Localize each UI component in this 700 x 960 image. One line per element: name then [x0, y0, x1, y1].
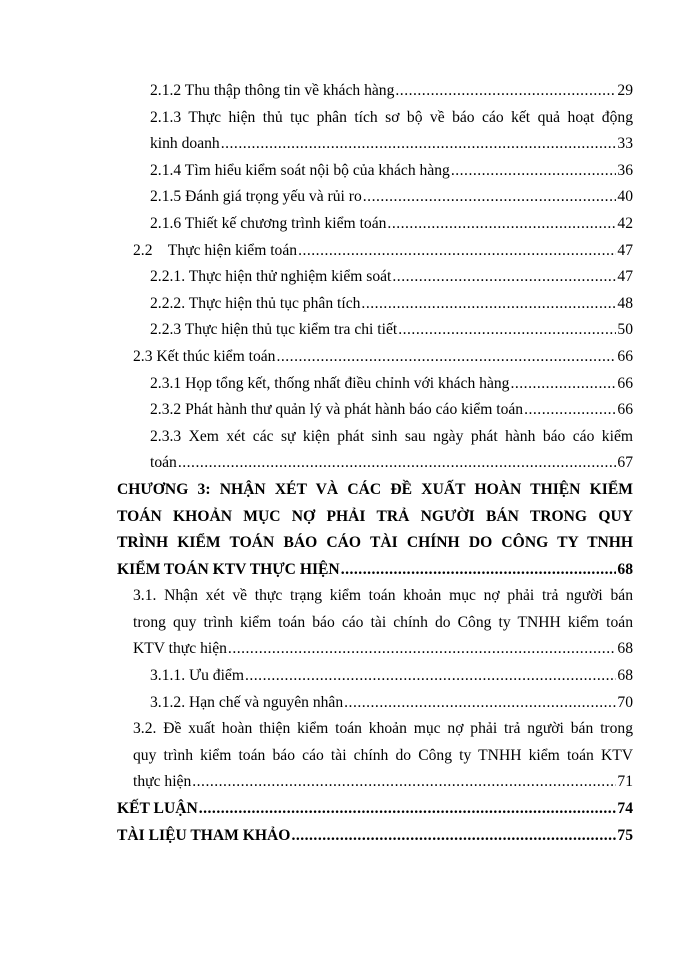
- toc-entry-title: 2.3 Kết thúc kiểm toán: [133, 347, 276, 365]
- toc-entry[interactable]: [0, 424, 700, 477]
- dot-leader: [510, 371, 616, 398]
- dot-leader: [344, 690, 616, 717]
- toc-entry[interactable]: [0, 690, 700, 717]
- toc-entry-leader-line: [150, 317, 633, 344]
- toc-entry-title: 2.3.1 Họp tổng kết, thống nhất điều chỉnh với khách hàng: [150, 374, 510, 392]
- toc-page-number: 47: [617, 268, 633, 286]
- dot-leader: [276, 344, 616, 371]
- toc-entry-leader-line: [133, 238, 633, 265]
- toc-page-number: 66: [617, 347, 633, 365]
- toc-entry[interactable]: [0, 105, 700, 158]
- toc-entry-text-line: 3.2. Đề xuất hoàn thiện kiểm toán khoản mục nợ phải trả người bán trong: [133, 720, 633, 738]
- toc-entry-title: 3.1.1. Ưu điểm: [150, 667, 244, 685]
- toc-entry-text-line: TOÁN KHOẢN MỤC NỢ PHẢI TRẢ NGƯỜI BÁN TRONG QUY: [117, 507, 633, 525]
- toc-entry-text-line: CHƯƠNG 3: NHẬN XÉT VÀ CÁC ĐỀ XUẤT HOÀN THIỆN KIỂM: [117, 480, 633, 498]
- toc-entry-leader-line: [150, 397, 633, 424]
- dot-leader: [341, 557, 617, 584]
- dot-leader: [395, 78, 616, 105]
- toc-entry-title: 2.3.2 Phát hành thư quản lý và phát hành báo cáo kiểm toán: [150, 401, 524, 419]
- dot-leader: [178, 450, 617, 477]
- toc-entry-title: 3.1.2. Hạn chế và nguyên nhân: [150, 693, 344, 711]
- toc-page-number: 36: [617, 161, 633, 179]
- toc-entry-title: 2.1.6 Thiết kế chương trình kiểm toán: [150, 214, 387, 232]
- toc-entry[interactable]: [0, 184, 700, 211]
- toc-entry-leader-line: [150, 184, 633, 211]
- toc-entry-title: KẾT LUẬN: [117, 800, 198, 818]
- toc-entry[interactable]: [0, 211, 700, 238]
- toc-entry[interactable]: [0, 238, 700, 265]
- dot-leader: [245, 663, 616, 690]
- toc-entry-leader-line: [150, 450, 633, 477]
- toc-page-number: 75: [617, 826, 633, 844]
- toc-entry-text-line: trong quy trình kiểm toán báo cáo tài chính do Công ty TNHH kiểm toán: [133, 613, 633, 631]
- toc-entry[interactable]: [0, 344, 700, 371]
- toc-entry-title: 2.1.5 Đánh giá trọng yếu và rủi ro: [150, 188, 362, 206]
- toc-entry[interactable]: [0, 477, 700, 583]
- toc-entry-leader-line: [133, 344, 633, 371]
- toc-entry-title: 2.1.2 Thu thập thông tin về khách hàng: [150, 82, 395, 99]
- toc-page-number: 66: [617, 374, 633, 392]
- table-of-contents: [0, 78, 700, 849]
- toc-entry[interactable]: [0, 663, 700, 690]
- toc-page-number: 68: [617, 560, 633, 578]
- toc-page-number: 42: [617, 214, 633, 232]
- toc-page-number: 68: [617, 640, 633, 658]
- toc-page-number: 70: [617, 693, 633, 711]
- toc-entry[interactable]: [0, 158, 700, 185]
- toc-entry[interactable]: [0, 716, 700, 796]
- toc-page-number: 33: [617, 135, 633, 153]
- toc-entry-title: KIỂM TOÁN KTV THỰC HIỆN: [117, 560, 340, 578]
- toc-entry-title: 2.2.2. Thực hiện thủ tục phân tích: [150, 294, 361, 312]
- toc-entry-leader-line: [150, 690, 633, 717]
- toc-entry-text-line: 2.3.3 Xem xét các sự kiện phát sinh sau ngày phát hành báo cáo kiểm: [150, 427, 633, 445]
- toc-entry-leader-line: [133, 636, 633, 663]
- toc-entry-leader-line: [117, 823, 633, 850]
- toc-entry[interactable]: [0, 397, 700, 424]
- toc-entry-title: TÀI LIỆU THAM KHẢO: [117, 826, 291, 844]
- toc-entry-title: thực hiện: [133, 773, 192, 791]
- toc-entry-title: KTV thực hiện: [133, 640, 227, 658]
- dot-leader: [361, 291, 616, 318]
- toc-entry[interactable]: [0, 796, 700, 823]
- toc-page-number: 40: [617, 188, 633, 206]
- toc-entry-leader-line: [150, 264, 633, 291]
- toc-entry-leader-line: [150, 291, 633, 318]
- toc-entry-title: 2.2.3 Thực hiện thủ tục kiểm tra chi tiết: [150, 321, 398, 339]
- dot-leader: [298, 238, 616, 265]
- toc-entry[interactable]: [0, 371, 700, 398]
- toc-entry-title: 2.2 Thực hiện kiểm toán: [133, 241, 298, 259]
- dot-leader: [192, 769, 616, 796]
- toc-entry-title: kinh doanh: [150, 135, 220, 153]
- dot-leader: [524, 397, 616, 424]
- toc-entry-leader-line: [150, 371, 633, 398]
- toc-page-number: 48: [617, 294, 633, 312]
- toc-entry-leader-line: [150, 131, 633, 158]
- dot-leader: [392, 264, 616, 291]
- dot-leader: [199, 796, 617, 823]
- toc-page-number: 71: [617, 773, 633, 791]
- toc-page-number: 74: [617, 800, 633, 818]
- toc-entry-leader-line: [150, 211, 633, 238]
- dot-leader: [398, 317, 616, 344]
- toc-entry[interactable]: [0, 291, 700, 318]
- toc-page-number: 29: [617, 82, 633, 99]
- toc-entry[interactable]: [0, 583, 700, 663]
- toc-entry-title: 2.2.1. Thực hiện thử nghiệm kiểm soát: [150, 268, 392, 286]
- dot-leader: [451, 158, 617, 185]
- toc-entry-leader-line: [117, 796, 633, 823]
- toc-page-number: 47: [617, 241, 633, 259]
- toc-entry-title: toán: [150, 454, 177, 472]
- toc-entry-title: 2.1.4 Tìm hiểu kiểm soát nội bộ của khách hàng: [150, 161, 450, 179]
- toc-page-number: 68: [617, 667, 633, 685]
- toc-entry[interactable]: [0, 317, 700, 344]
- dot-leader: [221, 131, 617, 158]
- toc-entry-text-line: quy trình kiểm toán báo cáo tài chính do Công ty TNHH kiểm toán KTV: [133, 746, 633, 764]
- toc-entry-text-line: TRÌNH KIỂM TOÁN BÁO CÁO TÀI CHÍNH DO CÔNG TY TNHH: [117, 534, 633, 552]
- toc-entry-leader-line: [133, 769, 633, 796]
- toc-page-number: 66: [617, 401, 633, 419]
- toc-entry-text-line: 3.1. Nhận xét về thực trạng kiểm toán khoản mục nợ phải trả người bán: [133, 587, 633, 605]
- toc-entry-leader-line: [117, 557, 633, 584]
- dot-leader: [387, 211, 616, 238]
- toc-entry[interactable]: [0, 264, 700, 291]
- dot-leader: [228, 636, 616, 663]
- dot-leader: [291, 823, 616, 850]
- toc-page-number: 67: [617, 454, 633, 472]
- toc-entry-text-line: 2.1.3 Thực hiện thủ tục phân tích sơ bộ về báo cáo kết quả hoạt động: [150, 108, 633, 126]
- toc-entry-leader-line: [150, 158, 633, 185]
- dot-leader: [363, 184, 617, 211]
- toc-entry[interactable]: [0, 823, 700, 850]
- toc-entry[interactable]: [0, 78, 700, 105]
- toc-entry-leader-line: [150, 78, 633, 105]
- toc-entry-leader-line: [150, 663, 633, 690]
- toc-page-number: 50: [617, 321, 633, 339]
